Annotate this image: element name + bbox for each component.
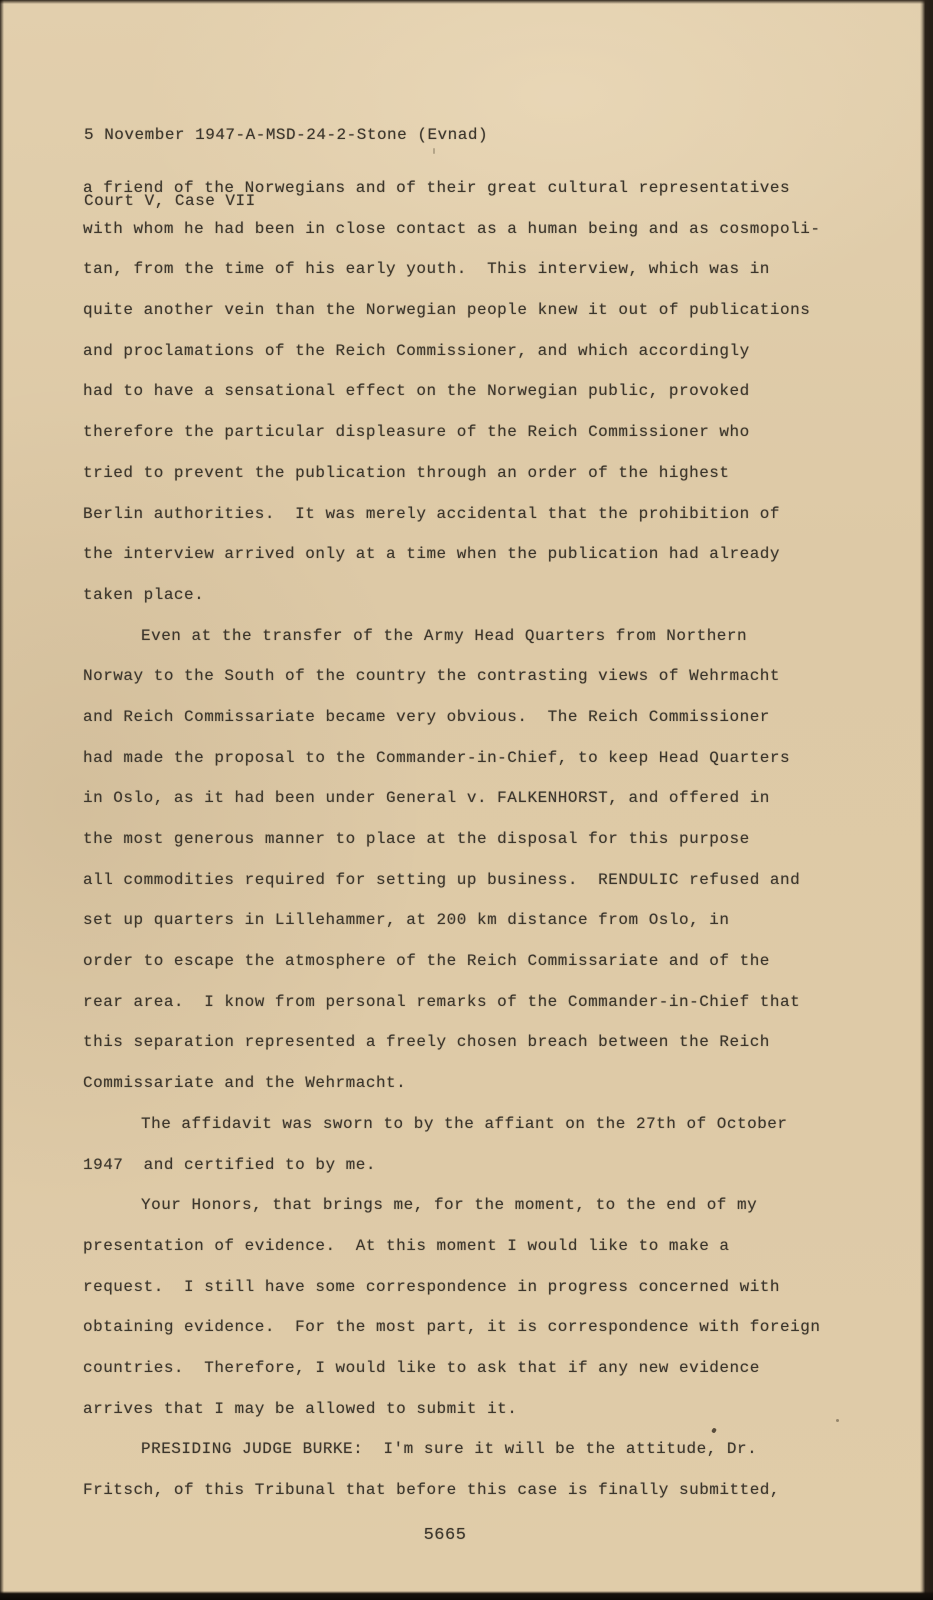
text-line: the interview arrived only at a time when the publication had already [83, 545, 781, 564]
scan-edge-top [0, 0, 933, 4]
text-line: tried to prevent the publication through an order of the highest [83, 463, 730, 482]
text-line: Commissariate and the Wehrmacht. [83, 1074, 407, 1093]
paragraph [83, 1185, 883, 1429]
scan-edge-right [920, 0, 933, 1600]
page-number: 5665 [423, 1526, 467, 1545]
text-line: taken place. [83, 585, 205, 604]
text-line: with whom he had been in close contact as a human being and as cosmopoli- [83, 219, 821, 238]
text-line: PRESIDING JUDGE BURKE: I'm sure it will be the attitude, Dr. [141, 1440, 758, 1459]
text-line: Fritsch, of this Tribunal that before this case is finally submitted, [83, 1481, 781, 1499]
scan-edge-bottom [0, 1591, 933, 1600]
text-line: Berlin authorities. It was merely accidental that the prohibition of [83, 504, 781, 523]
text-line: presentation of evidence. At this moment I would like to make a [83, 1236, 730, 1255]
text-line: countries. Therefore, I would like to ask that if any new evidence [83, 1358, 760, 1377]
header-date-reference-line: 5 November 1947-A-MSD-24-2-Stone (Evnad) [84, 126, 489, 144]
text-line: in Oslo, as it had been under General v. FALKENHORST, and offered in [83, 789, 770, 808]
text-line: Even at the transfer of the Army Head Quarters from Northern [141, 626, 748, 645]
text-line: 1947 and certified to by me. [83, 1155, 376, 1174]
header-court-case-line: Court V, Case VII [84, 192, 256, 210]
text-line: had to have a sensational effect on the Norwegian public, provoked [83, 382, 750, 401]
text-line: tan, from the time of his early youth. This interview, which was in [83, 260, 770, 279]
text-line: Your Honors, that brings me, for the moment, to the end of my [141, 1196, 758, 1215]
text-line: Norway to the South of the country the contrasting views of Wehrmacht [83, 667, 781, 686]
text-line: order to escape the atmosphere of the Reich Commissariate and of the [83, 952, 770, 971]
text-line: and proclamations of the Reich Commissioner, and which accordingly [83, 341, 750, 360]
text-line: quite another vein than the Norwegian people knew it out of publications [83, 301, 811, 320]
paragraph [83, 1104, 883, 1185]
text-line: therefore the particular displeasure of the Reich Commissioner who [83, 423, 750, 442]
text-line: arrives that I may be allowed to submit it. [83, 1399, 518, 1418]
document-body [83, 168, 883, 1511]
text-line: request. I still have some correspondence in progress concerned with [83, 1277, 781, 1296]
paragraph [83, 168, 883, 616]
text-line: set up quarters in Lillehammer, at 200 km distance from Oslo, in [83, 911, 730, 930]
text-line: obtaining evidence. For the most part, it is correspondence with foreign [83, 1318, 821, 1337]
text-line: had made the proposal to the Commander-in-Chief, to keep Head Quarters [83, 748, 791, 767]
text-line: the most generous manner to place at the disposal for this purpose [83, 830, 750, 848]
text-line: a friend of the Norwegians and of their great cultural representatives [83, 179, 791, 197]
paragraph [83, 616, 883, 1104]
scan-edge-left [0, 0, 4, 1600]
paragraph [83, 1429, 883, 1510]
text-line: The affidavit was sworn to by the affiant on the 27th of October [141, 1114, 788, 1133]
text-line: this separation represented a freely chosen breach between the Reich [83, 1033, 770, 1052]
text-line: rear area. I know from personal remarks of the Commander-in-Chief that [83, 992, 801, 1011]
text-line: and Reich Commissariate became very obvious. The Reich Commissioner [83, 707, 770, 726]
text-line: all commodities required for setting up business. RENDULIC refused and [83, 870, 801, 889]
